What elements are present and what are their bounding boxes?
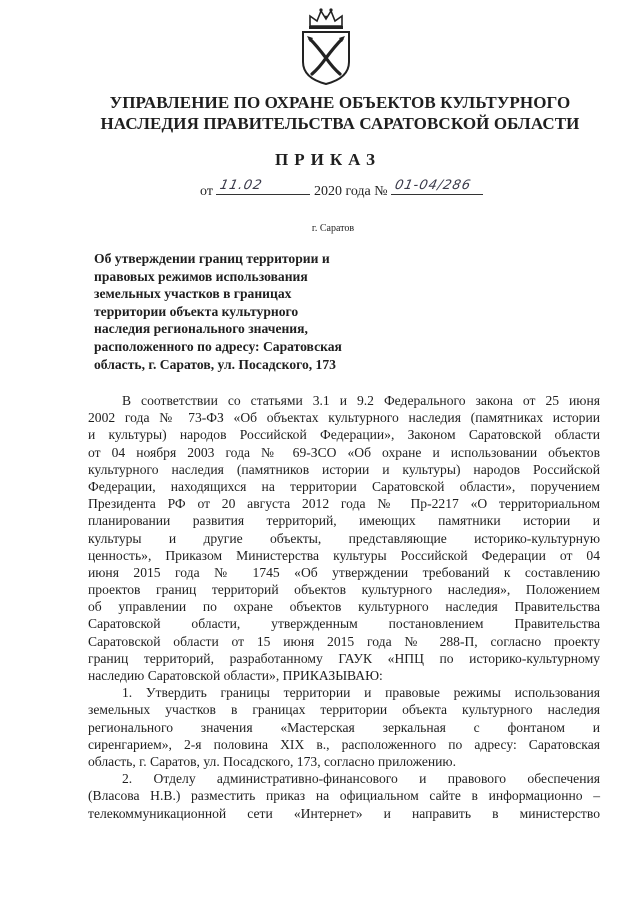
body-line: проектов границ территорий объектов культурного наследия», Положением xyxy=(88,582,600,598)
body-line: от 04 ноября 2003 года № 69-ЗСО «Об охране и использовании объектов xyxy=(88,444,600,460)
subject-line: область, г. Саратов, ул. Посадского, 173 xyxy=(94,356,336,372)
body-line: регионального значения «Мастерская зеркальная с фонтаном и xyxy=(88,719,600,735)
body-line: Саратовской области от 15 июня 2015 года № 288-П, согласно проекту xyxy=(88,633,600,649)
order-subject xyxy=(94,250,404,373)
subject-line: расположенного по адресу: Саратовская xyxy=(94,338,342,354)
body-line: земельных участков в границах территории объекта культурного наследия xyxy=(88,702,600,718)
body-line: Саратовской области, утвержденным постановлением Правительства xyxy=(88,616,600,632)
body-line: 2002 года № 73-ФЗ «Об объектах культурного наследия (памятниках истории xyxy=(88,410,600,426)
body-line: ценность», Приказом Министерства культуры Российской Федерации от 04 xyxy=(88,547,600,563)
subject-line: земельных участков в границах xyxy=(94,286,292,302)
body-line: и культуры) народов Российской Федерации», Законом Саратовской области xyxy=(88,427,600,443)
order-body xyxy=(88,392,600,822)
body-line: (Власова Н.В.) разместить приказ на официальном сайте в информационно – xyxy=(88,788,600,804)
city-label: г. Саратов xyxy=(311,223,355,234)
body-line: Федерации, находящихся на территории Саратовской области», поручением xyxy=(88,478,600,494)
order-title: ПРИКАЗ xyxy=(275,150,381,169)
body-line: об управлении по охране объектов культурного наследия Правительства xyxy=(88,599,600,615)
date-prefix: от xyxy=(200,184,213,199)
subject-line: территории объекта культурного xyxy=(94,303,299,319)
body-line: сиренгарием», 2-я половина XIX в., расположенного по адресу: Саратовская xyxy=(88,736,600,752)
handwritten-number: 01-04/286 xyxy=(393,178,473,193)
date-blank xyxy=(216,178,310,195)
body-line: В соответствии со статьями 3.1 и 9.2 Федерального закона от 25 июня xyxy=(122,393,600,408)
year-text: 2020 года № xyxy=(313,184,388,199)
agency-heading xyxy=(60,92,620,134)
agency-line-1: УПРАВЛЕНИЕ ПО ОХРАНЕ ОБЪЕКТОВ КУЛЬТУРНОГО xyxy=(109,93,571,112)
agency-line-2: НАСЛЕДИЯ ПРАВИТЕЛЬСТВА САРАТОВСКОЙ ОБЛАСТИ xyxy=(100,114,580,133)
body-line: наследию Саратовской области», ПРИКАЗЫВАЮ: xyxy=(88,668,383,683)
body-line: планировании развития территорий, имеющих памятники истории и xyxy=(88,513,600,529)
body-line: Президента РФ от 20 августа 2012 года № Пр-2217 «О территориальном xyxy=(88,496,600,512)
subject-line: правовых режимов использования xyxy=(94,268,308,284)
body-line: 2. Отделу административно-финансового и правового обеспечения xyxy=(122,771,600,787)
body-line: культуры и другие объекты, представляющие историко-культурную xyxy=(88,530,600,546)
saratov-coat-of-arms-icon xyxy=(293,6,359,86)
order-date-line xyxy=(200,178,483,200)
body-line: 1. Утвердить границы территории и правовые режимы использования xyxy=(122,685,600,701)
body-line: июня 2015 года № 1745 «Об утверждении требований к составлению xyxy=(88,564,600,580)
body-line: область, г. Саратов, ул. Посадского, 173, согласно приложению. xyxy=(88,753,456,769)
number-blank xyxy=(391,178,483,195)
body-line: культурного наследия (памятников истории и культуры) народов Российской xyxy=(88,461,600,477)
subject-line: Об утверждении границ территории и xyxy=(94,251,330,266)
body-line: телекоммуникационной сети «Интернет» и направить в министерство xyxy=(88,805,600,821)
handwritten-date: 11.02 xyxy=(218,178,265,193)
subject-line: наследия регионального значения, xyxy=(94,321,308,337)
body-line: границ территорий, разработанному ГАУК «НПЦ по историко-культурному xyxy=(88,650,600,666)
